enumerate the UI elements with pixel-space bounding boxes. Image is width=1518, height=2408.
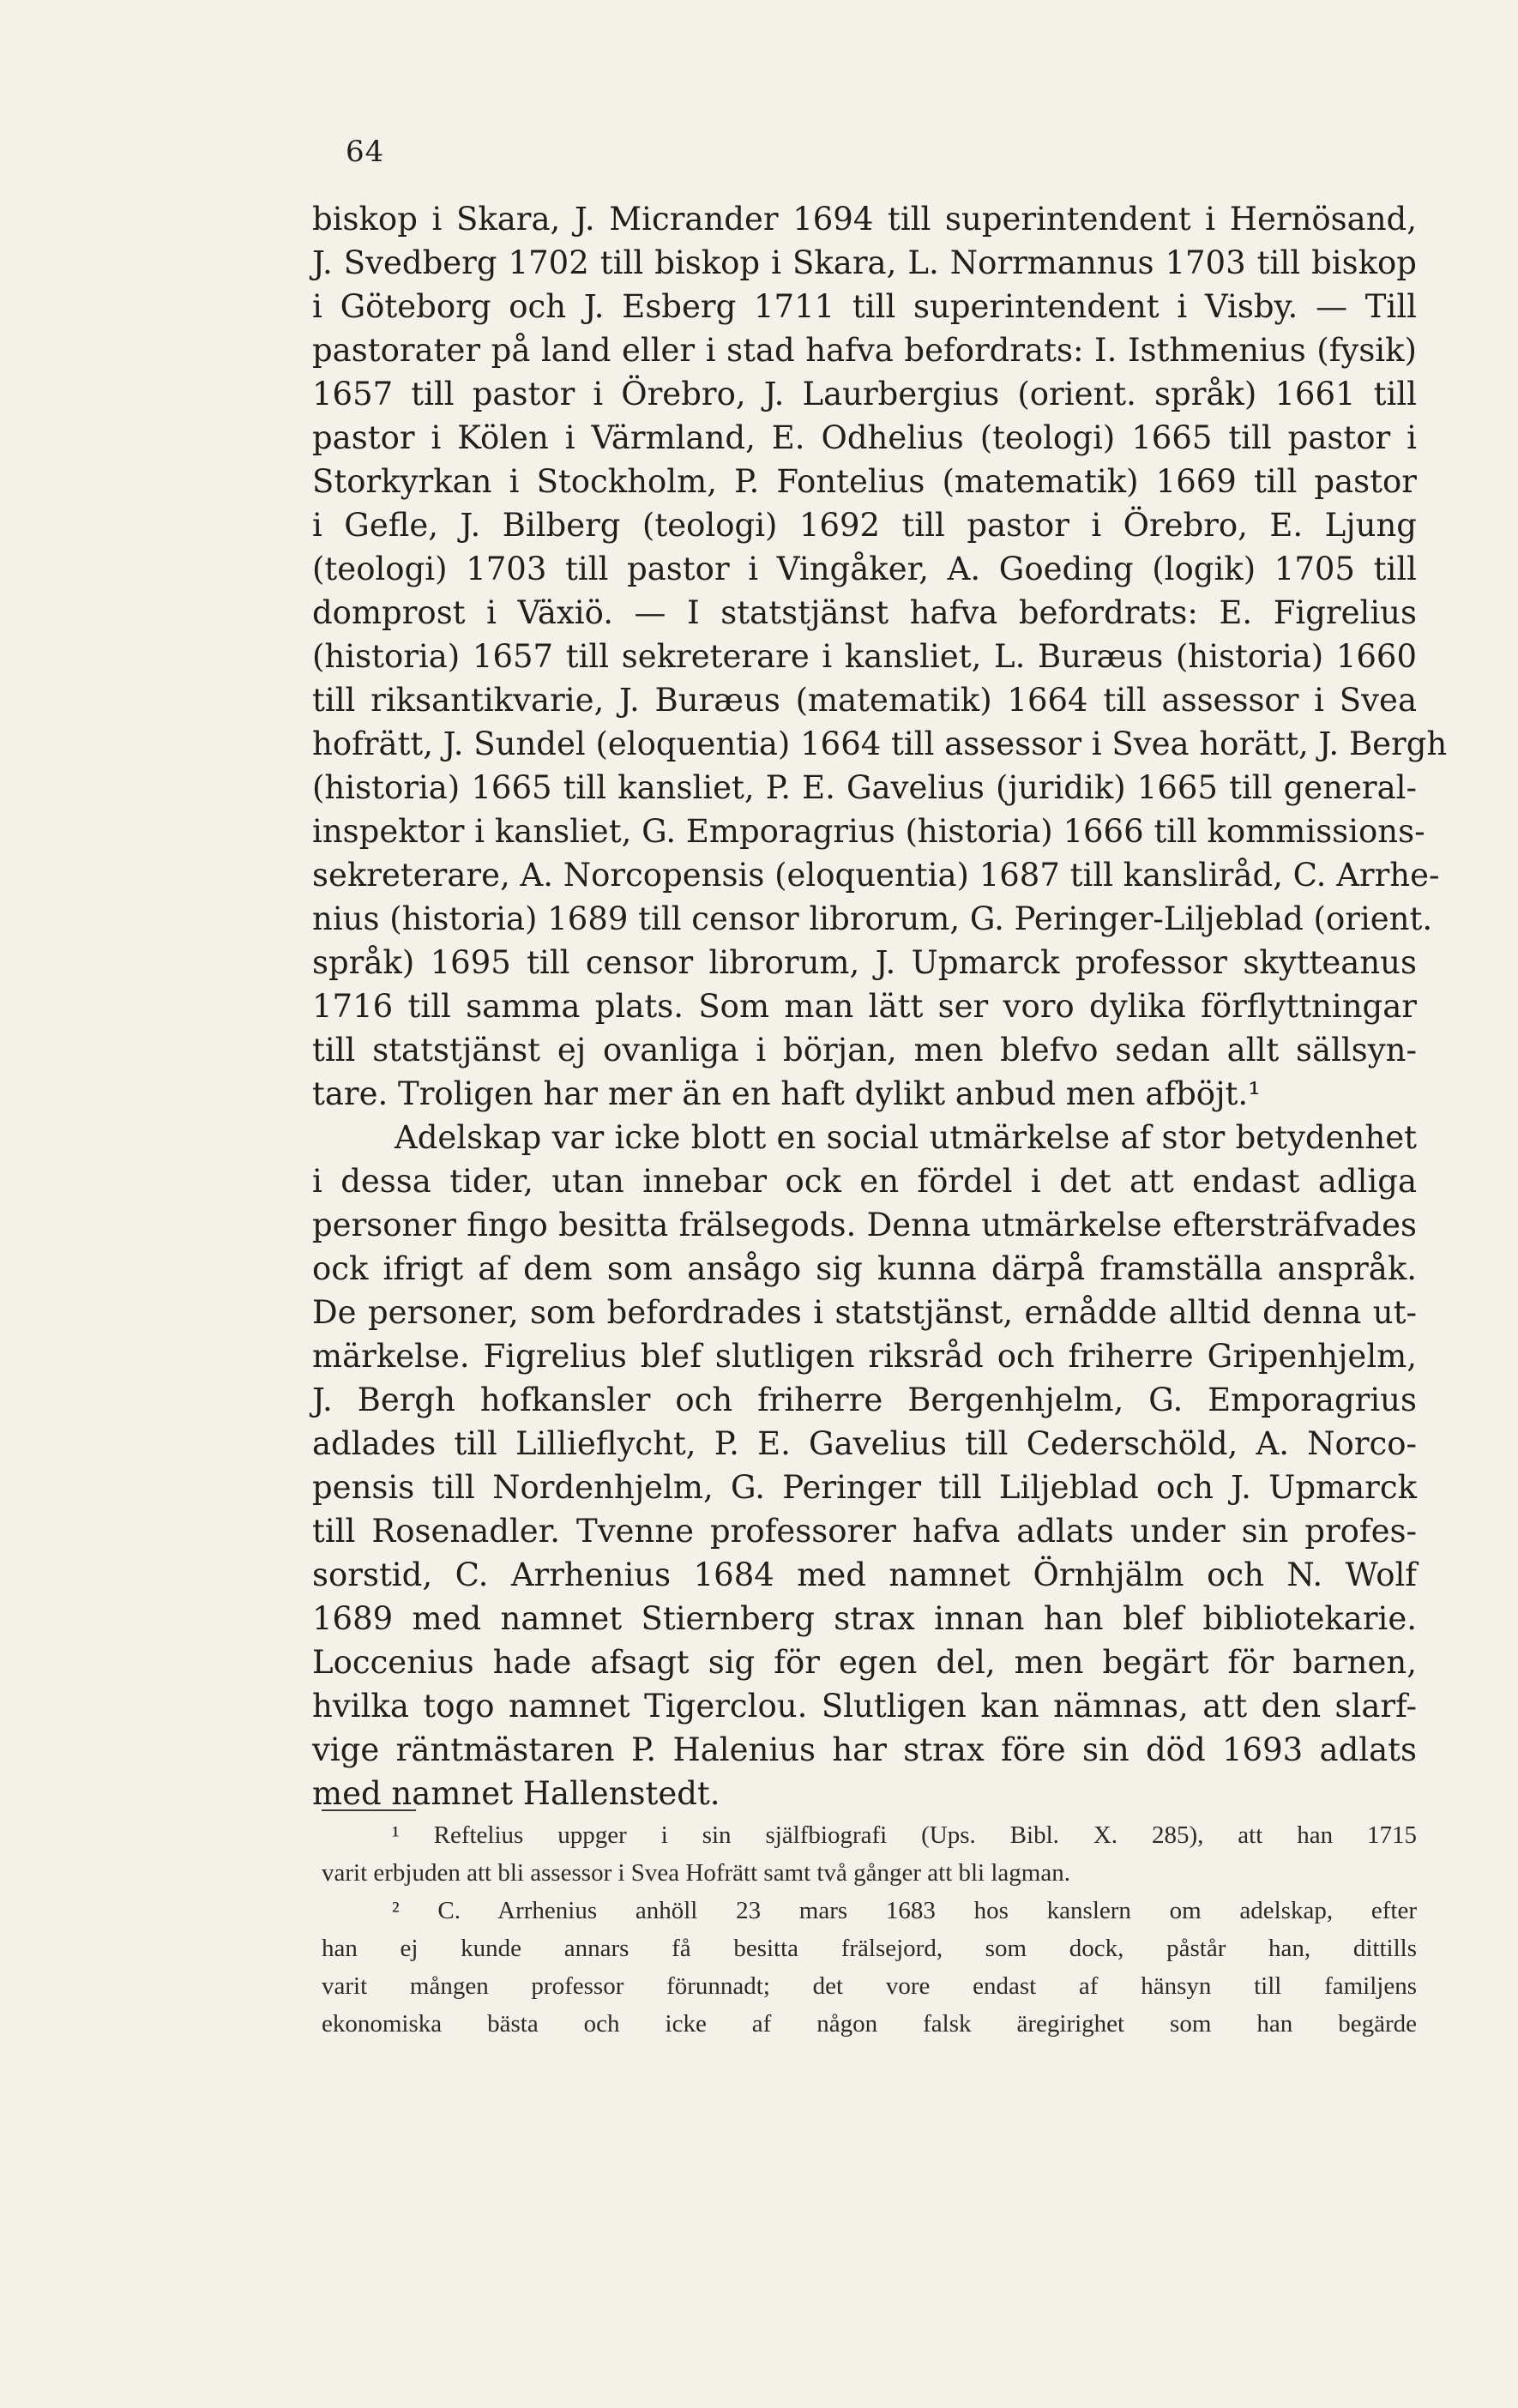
- body-line: J. Bergh hofkansler och friherre Bergenhjelm, G. Emporagrius: [312, 1382, 1417, 1418]
- footnote-line: ² C. Arrhenius anhöll 23 mars 1683 hos kanslern om adelskap, efter: [392, 1897, 1417, 1924]
- body-line: (historia) 1665 till kansliet, P. E. Gavelius (juridik) 1665 till general-: [312, 769, 1417, 806]
- footnote-line: varit erbjuden att bli assessor i Svea Hofrätt samt två gånger att bli lagman.: [322, 1859, 1070, 1887]
- body-line: Loccenius hade afsagt sig för egen del, men begärt för barnen,: [312, 1644, 1417, 1681]
- body-text: [312, 197, 1448, 1815]
- body-line: nius (historia) 1689 till censor librorum, G. Peringer-Liljeblad (orient.: [312, 900, 1433, 937]
- body-line: 1716 till samma plats. Som man lätt ser voro dylika förflyttningar: [312, 988, 1417, 1025]
- body-line: till statstjänst ej ovanliga i början, men blefvo sedan allt sällsyn-: [312, 1032, 1417, 1069]
- body-line: märkelse. Figrelius blef slutligen riksråd och friherre Gripenhjelm,: [312, 1338, 1417, 1375]
- footnote-rule: [322, 1809, 416, 1811]
- body-line: sekreterare, A. Norcopensis (eloquentia) 1687 till kanslіråd, C. Arrhe-: [312, 857, 1440, 894]
- body-line: i Göteborg och J. Esberg 1711 till superintendent i Visby. — Till: [312, 288, 1417, 325]
- body-line: pensis till Nordenhjelm, G. Peringer till Liljeblad och J. Upmarck: [312, 1469, 1417, 1506]
- body-line: pastor i Kölen i Värmland, E. Odhelius (teologi) 1665 till pastor i: [312, 419, 1417, 456]
- body-line: domprost i Växiö. — I statstjänst hafva befordrats: E. Figrelius: [312, 594, 1417, 631]
- body-line: språk) 1695 till censor librorum, J. Upmarck professor skytteanus: [312, 944, 1417, 981]
- body-line: 1689 med namnet Stiernberg strax innan han blef bibliotekarie.: [312, 1600, 1417, 1637]
- body-line: hvilka togo namnet Tigerclou. Slutligen kan nämnas, att den slarf-: [312, 1688, 1417, 1725]
- body-line: i Gefle, J. Bilberg (teologi) 1692 till pastor i Örebro, E. Ljung: [312, 507, 1417, 544]
- body-line: J. Svedberg 1702 till biskop i Skara, L. Norrmannus 1703 till biskop: [312, 244, 1417, 281]
- body-line: hofrätt, J. Sundel (eloquentia) 1664 till assessor i Svea horätt, J. Bergh: [312, 725, 1448, 762]
- body-line: 1657 till pastor i Örebro, J. Laurbergius (orient. språk) 1661 till: [312, 376, 1417, 412]
- body-line: (teologi) 1703 till pastor i Vingåker, A. Goeding (logik) 1705 till: [312, 551, 1417, 587]
- body-line: De personer, som befordrades i statstjänst, ernådde alltid denna ut-: [312, 1294, 1417, 1331]
- body-line: biskop i Skara, J. Micrander 1694 till superintendent i Hernösand,: [312, 201, 1417, 238]
- body-line: i dessa tider, utan innebar ock en fördel i det att endast adliga: [312, 1163, 1417, 1200]
- body-line: till riksantikvarie, J. Buræus (matematik) 1664 till assessor i Svea: [312, 682, 1417, 719]
- body-line: pastorater på land eller i stad hafva befordrats: I. Isthmenius (fysik): [312, 332, 1417, 369]
- body-line: (historia) 1657 till sekreterare i kansliet, L. Buræus (historia) 1660: [312, 638, 1417, 675]
- body-line: inspektor i kansliet, G. Emporagrius (historia) 1666 till kommissions-: [312, 813, 1425, 850]
- footnote-line: ¹ Reftelius uppger i sin själfbiografi (Ups. Bibl. X. 285), att han 1715: [392, 1821, 1417, 1849]
- body-line: Storkyrkan i Stockholm, P. Fontelius (matematik) 1669 till pastor: [312, 463, 1417, 500]
- body-line: vige räntmästaren P. Halenius har strax före sin död 1693 adlats: [312, 1731, 1417, 1768]
- body-line: med namnet Hallenstedt.: [312, 1775, 720, 1812]
- body-line: Adelskap var icke blott en social utmärkelse af stor betydenhet: [395, 1119, 1417, 1156]
- body-line: till Rosenadler. Tvenne professorer hafva adlats under sin profes-: [312, 1513, 1417, 1550]
- footnote-line: ekonomiska bästa och icke af någon falsk äregirighet som han begärde: [322, 2010, 1417, 2038]
- body-line: ock ifrigt af dem som ansågo sig kunna därpå framställa anspråk.: [312, 1250, 1417, 1287]
- page-number: 64: [346, 135, 385, 169]
- body-line: tare. Troligen har mer än en haft dylikt anbud men afböjt.¹: [312, 1075, 1262, 1112]
- footnote-line: han ej kunde annars få besitta frälsejord, som dock, påstår han, dittills: [322, 1935, 1417, 1962]
- body-line: adlades till Lillieflycht, P. E. Gavelius till Cederschöld, A. Norco-: [312, 1425, 1417, 1462]
- footnote-line: varit mången professor förunnadt; det vore endast af hänsyn till familjens: [322, 1972, 1417, 2000]
- body-line: sorstid, C. Arrhenius 1684 med namnet Örnhjälm och N. Wolf: [312, 1556, 1417, 1593]
- body-line: personer fingo besitta frälsegods. Denna utmärkelse eftersträfvades: [312, 1207, 1417, 1243]
